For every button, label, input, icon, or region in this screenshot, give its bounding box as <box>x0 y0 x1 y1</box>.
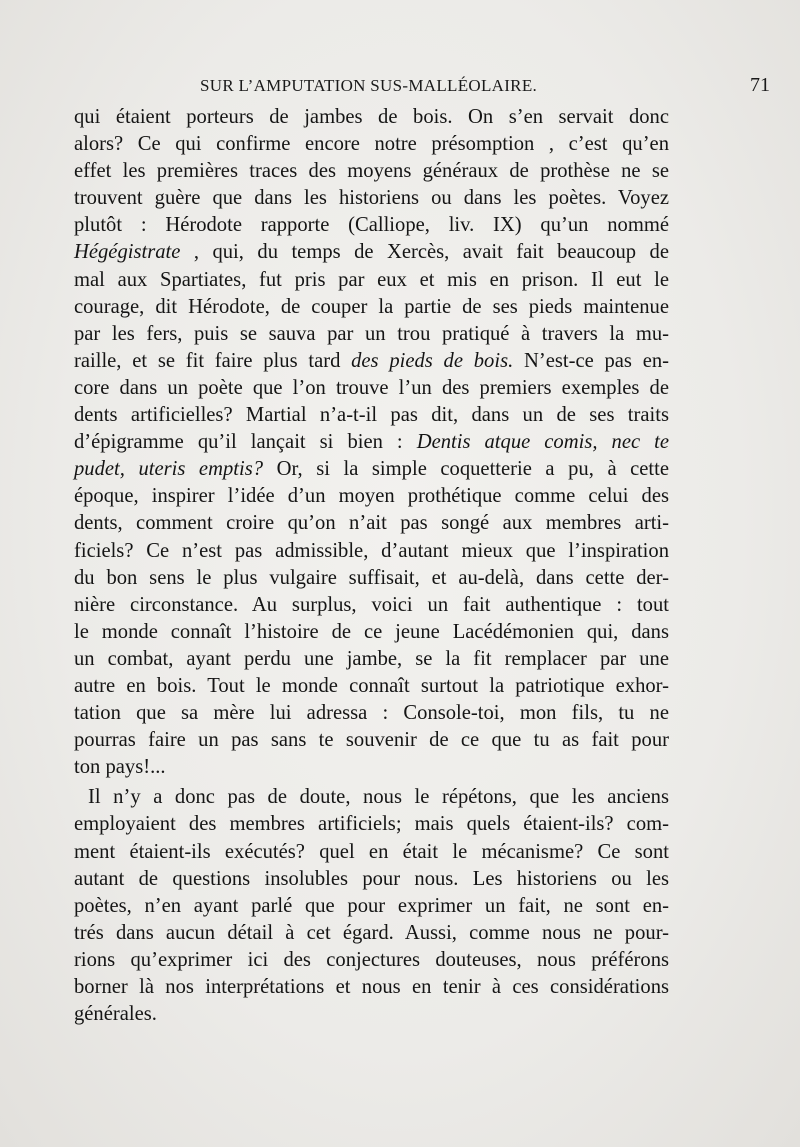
text-run: trés dans aucun détail à cet égard. Aussi, comme nous ne pour- <box>74 921 669 944</box>
text-run: core dans un poète que l’on trouve l’un des premiers exemples de <box>74 376 669 399</box>
text-run: autre en bois. Tout le monde connaît surtout la patriotique exhor- <box>74 674 669 697</box>
text-line <box>74 974 669 1001</box>
italic-text-run: Dentis atque comis, nec te <box>416 431 670 454</box>
text-run: mal aux Spartiates, fut pris par eux et mis en prison. Il eut le <box>74 268 669 291</box>
text-line <box>74 754 669 781</box>
text-run: borner là nos interprétations et nous en tenir à ces considérations <box>74 976 669 998</box>
text-run: employaient des membres artificiels; mais quels étaient-ils? com- <box>74 813 669 836</box>
text-line <box>74 673 669 700</box>
text-line <box>74 1001 669 1028</box>
text-line <box>74 402 669 429</box>
text-run: effet les premières traces des moyens généraux de prothèse ne se <box>74 160 669 183</box>
text-run: courage, dit Hérodote, de couper la partie de ses pieds maintenue <box>74 295 669 318</box>
text-line <box>74 158 669 185</box>
body-text <box>74 104 669 1028</box>
text-line <box>74 920 669 947</box>
text-run: du bon sens le plus vulgaire suffisait, et au-delà, dans cette der- <box>74 566 669 589</box>
text-line <box>74 131 669 158</box>
text-run: un combat, ayant perdu une jambe, se la fit remplacer par une <box>74 647 669 670</box>
text-line <box>74 866 669 893</box>
text-line <box>74 727 669 754</box>
text-run: tation que sa mère lui adressa : Console-toi, mon fils, tu ne <box>74 702 669 725</box>
text-line <box>74 429 669 456</box>
text-run: autant de questions insolubles pour nous. Les historiens ou les <box>74 867 669 890</box>
italic-text-run: des pieds de bois. <box>351 349 514 372</box>
text-run: par les fers, puis se sauva par un trou pratiqué à travers la mu- <box>74 322 669 345</box>
text-line <box>74 104 669 131</box>
text-run: poètes, n’en ayant parlé que pour exprimer un fait, ne sont en- <box>74 894 669 917</box>
text-line <box>74 592 669 619</box>
text-run: plutôt : Hérodote rapporte (Calliope, liv. IX) qu’un nommé <box>74 214 669 237</box>
text-run: raille, et se fit faire plus tard <box>74 349 352 372</box>
text-run: qui étaient porteurs de jambes de bois. On s’en servait donc <box>74 106 669 128</box>
text-run: , qui, du temps de Xercès, avait fait beaucoup de <box>180 241 669 264</box>
text-line <box>74 185 669 212</box>
page-header <box>200 74 790 100</box>
text-run: N’est-ce pas en- <box>513 349 669 372</box>
text-run: Or, si la simple coquetterie a pu, à cette <box>263 458 670 481</box>
text-run: ficiels? Ce n’est pas admissible, d’autant mieux que l’inspiration <box>74 539 669 562</box>
text-run: trouvent guère que dans les historiens ou dans les poètes. Voyez <box>74 187 669 210</box>
text-line <box>74 646 669 673</box>
text-line <box>74 294 669 321</box>
text-line <box>74 811 669 838</box>
text-run: d’épigramme qu’il lançait si bien : <box>74 431 417 454</box>
text-run: ment étaient-ils exécutés? quel en était le mécanisme? Ce sont <box>74 840 669 863</box>
page-number: 71 <box>750 74 770 96</box>
text-run: nière circonstance. Au surplus, voici un fait authentique : tout <box>74 593 669 616</box>
text-line <box>74 893 669 920</box>
text-line <box>74 321 669 348</box>
text-run: alors? Ce qui confirme encore notre présomption , c’est qu’en <box>74 133 669 156</box>
text-run: rions qu’exprimer ici des conjectures douteuses, nous préférons <box>74 948 669 971</box>
text-line <box>74 267 669 294</box>
text-line <box>74 700 669 727</box>
text-run: ton pays!... <box>74 756 166 779</box>
text-line <box>74 565 669 592</box>
text-line <box>74 239 669 266</box>
text-run: Il n’y a donc pas de doute, nous le répétons, que les anciens <box>88 786 669 809</box>
text-line <box>74 483 669 510</box>
text-run: le monde connaît l’histoire de ce jeune Lacédémonien qui, dans <box>74 620 669 643</box>
text-run: générales. <box>74 1003 157 1026</box>
text-line <box>74 784 669 811</box>
text-run: pourras faire un pas sans te souvenir de ce que tu as fait pour <box>74 729 669 752</box>
text-line <box>74 947 669 974</box>
text-line <box>74 538 669 565</box>
text-line <box>74 456 669 483</box>
running-title: SUR L’AMPUTATION SUS-MALLÉOLAIRE. <box>200 76 538 95</box>
italic-text-run: Hégégistrate <box>74 241 181 264</box>
text-line <box>74 839 669 866</box>
text-line <box>74 348 669 375</box>
text-line <box>74 510 669 537</box>
text-run: dents artificielles? Martial n’a-t-il pas dit, dans un de ses traits <box>74 404 669 427</box>
text-run: dents, comment croire qu’on n’ait pas songé aux membres arti- <box>74 512 669 535</box>
text-line <box>74 619 669 646</box>
text-run: époque, inspirer l’idée d’un moyen prothétique comme celui des <box>74 485 669 508</box>
italic-text-run: pudet, uteris emptis? <box>74 458 264 481</box>
text-line <box>74 212 669 239</box>
text-line <box>74 375 669 402</box>
